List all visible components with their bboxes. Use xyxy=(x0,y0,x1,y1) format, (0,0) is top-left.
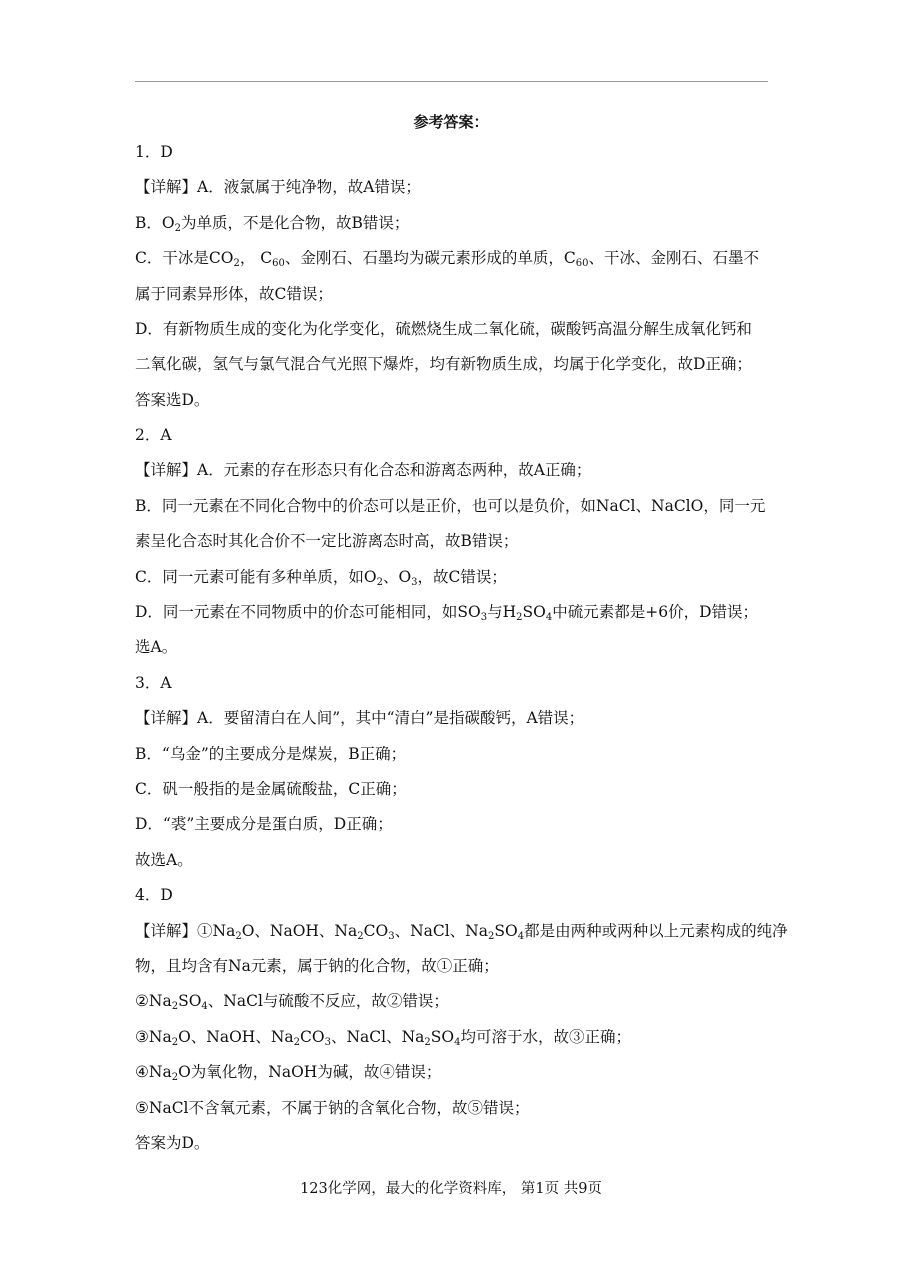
answer-line xyxy=(135,813,775,835)
subscript: 3 xyxy=(411,577,418,588)
answer-line xyxy=(135,176,775,198)
answer-line xyxy=(135,389,775,411)
answer-line xyxy=(135,495,775,517)
text-segment: 与H xyxy=(487,603,517,621)
subscript: 3 xyxy=(388,931,395,942)
answer-line xyxy=(135,743,775,765)
subscript: 2 xyxy=(235,931,242,942)
subscript: 2 xyxy=(174,223,181,234)
subscript: 60 xyxy=(575,258,589,269)
text-segment: 中硫元素都是+6价，D错误； xyxy=(552,603,759,621)
answer-line xyxy=(135,955,775,977)
text-segment: 故选A。 xyxy=(135,851,193,869)
answer-line xyxy=(135,141,775,163)
text-segment: SO xyxy=(494,922,518,940)
text-segment: D．同一元素在不同物质中的价态可能相同，如SO xyxy=(135,603,481,621)
text-segment: 、O xyxy=(382,568,412,586)
text-segment: 1．D xyxy=(135,143,173,161)
answer-line xyxy=(135,920,788,942)
answer-line xyxy=(135,247,775,269)
text-segment: D．有新物质生成的变化为化学变化，硫燃烧生成二氧化硫，碳酸钙高温分解生成氧化钙和 xyxy=(135,320,752,338)
subscript: 60 xyxy=(272,258,285,269)
header-rule xyxy=(135,81,768,82)
text-segment: 物，且均含有Na元素，属于钠的化合物，故①正确； xyxy=(135,957,499,975)
subscript: 2 xyxy=(171,1072,179,1083)
page-title: 参考答案： xyxy=(413,113,489,131)
text-segment: 3．A xyxy=(135,674,172,692)
answer-line xyxy=(135,707,775,729)
answer-line xyxy=(135,1026,775,1048)
answer-line xyxy=(135,1061,775,1083)
answer-line xyxy=(135,1097,775,1119)
subscript: 2 xyxy=(357,931,364,942)
text-segment: 【详解】A．要留清白在人间”，其中“清白”是指碳酸钙，A错误； xyxy=(135,709,585,727)
answer-line xyxy=(135,283,775,305)
subscript: 2 xyxy=(233,258,240,269)
subscript: 2 xyxy=(516,612,523,623)
text-segment: 、NaCl与硫酸不反应，故②错误； xyxy=(207,992,449,1010)
text-segment: O为氧化物，NaOH为碱，故④错误； xyxy=(178,1063,442,1081)
answer-line xyxy=(135,601,775,623)
subscript: 2 xyxy=(488,931,495,942)
text-segment: C．同一元素可能有多种单质，如O xyxy=(135,568,377,586)
page-footer: 123化学网，最大的化学资料库， 第1页 共9页 xyxy=(300,1181,602,1197)
subscript: 2 xyxy=(171,1037,179,1048)
text-segment: O、NaOH、Na xyxy=(178,1028,294,1046)
text-segment: B．O xyxy=(135,214,175,232)
text-segment: 答案选D。 xyxy=(135,391,210,409)
text-segment: ⑤NaCl不含氧元素，不属于钠的含氧化合物，故⑤错误； xyxy=(135,1099,530,1117)
text-segment: 【详解】①Na xyxy=(135,922,236,940)
text-segment: D．“裘”主要成分是蛋白质，D正确； xyxy=(135,815,393,833)
text-segment: CO xyxy=(300,1028,325,1046)
text-segment: B．“乌金”的主要成分是煤炭，B正确； xyxy=(135,745,407,763)
text-segment: 答案为D。 xyxy=(135,1134,210,1152)
subscript: 2 xyxy=(376,577,383,588)
text-segment: 、干冰、金刚石、石墨不 xyxy=(588,249,759,267)
subscript: 4 xyxy=(545,612,553,623)
text-segment: 素呈化合态时其化合价不一定比游离态时高，故B错误； xyxy=(135,532,519,550)
text-segment: 选A。 xyxy=(135,638,178,656)
text-segment: ④Na xyxy=(135,1063,172,1081)
text-segment: 4．D xyxy=(135,886,173,904)
subscript: 2 xyxy=(171,1001,179,1012)
answer-line xyxy=(135,778,775,800)
answer-line xyxy=(135,566,775,588)
subscript: 3 xyxy=(480,612,488,623)
answer-line xyxy=(135,849,775,871)
subscript: 4 xyxy=(201,1001,208,1012)
answer-line xyxy=(135,636,775,658)
answer-line xyxy=(135,1132,775,1154)
text-segment: 均可溶于水，故③正确； xyxy=(460,1028,631,1046)
answer-line xyxy=(135,672,775,694)
text-segment: B．同一元素在不同化合物中的价态可以是正价，也可以是负价，如NaCl、NaClO，同一元 xyxy=(135,497,766,515)
text-segment: 、金刚石、石墨均为碳元素形成的单质，C xyxy=(284,249,576,267)
answer-line xyxy=(135,530,775,552)
text-segment: SO xyxy=(522,603,546,621)
text-segment: O、NaOH、Na xyxy=(241,922,358,940)
subscript: 2 xyxy=(293,1037,300,1048)
subscript: 4 xyxy=(517,931,525,942)
answer-line xyxy=(135,212,775,234)
subscript: 3 xyxy=(324,1037,331,1048)
text-segment: SO xyxy=(178,992,202,1010)
text-segment: ②Na xyxy=(135,992,172,1010)
text-segment: 都是由两种或两种以上元素构成的纯净 xyxy=(524,922,788,940)
answer-line xyxy=(135,990,775,1012)
text-segment: ，故C错误； xyxy=(417,568,507,586)
text-segment: 、NaCl、Na xyxy=(330,1028,425,1046)
text-segment: 属于同素异形体，故C错误； xyxy=(135,285,333,303)
text-segment: 二氧化碳，氢气与氯气混合气光照下爆炸，均有新物质生成，均属于化学变化，故D正确； xyxy=(135,355,752,373)
text-segment: 、NaCl、Na xyxy=(394,922,488,940)
text-segment: 2．A xyxy=(135,426,172,444)
subscript: 4 xyxy=(454,1037,461,1048)
subscript: 2 xyxy=(424,1037,431,1048)
answer-line xyxy=(135,318,775,340)
text-segment: C．矾一般指的是金属硫酸盐，C正确； xyxy=(135,780,407,798)
text-segment: 【详解】A．元素的存在形态只有化合态和游离态两种，故A正确； xyxy=(135,461,592,479)
answer-line xyxy=(135,353,775,375)
text-segment: ， C xyxy=(239,249,273,267)
text-segment: SO xyxy=(430,1028,455,1046)
text-segment: 为单质，不是化合物，故B错误； xyxy=(180,214,410,232)
answer-line xyxy=(135,459,775,481)
answer-line xyxy=(135,424,775,446)
text-segment: 【详解】A．液氯属于纯净物，故A错误； xyxy=(135,178,421,196)
text-segment: ③Na xyxy=(135,1028,172,1046)
answer-line xyxy=(135,884,775,906)
text-segment: CO xyxy=(363,922,389,940)
text-segment: C．干冰是CO xyxy=(135,249,234,267)
